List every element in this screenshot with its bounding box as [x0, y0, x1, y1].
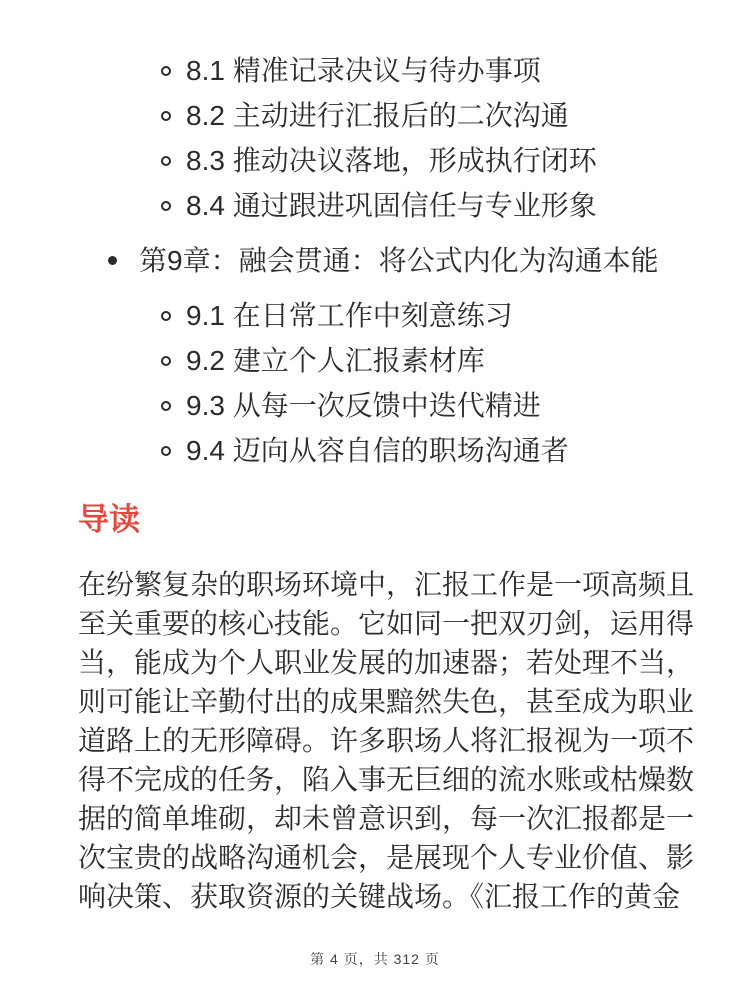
circle-bullet-icon [161, 401, 171, 411]
toc-item-label: 8.2 主动进行汇报后的二次沟通 [186, 100, 569, 131]
circle-bullet-icon [161, 66, 171, 76]
toc-item-8-2 [78, 93, 672, 138]
toc-item-9-4 [78, 428, 672, 473]
toc-item-8-3 [78, 138, 672, 183]
paragraph-line: 道路上的无形障碍。许多职场人将汇报视为一项不 [78, 725, 695, 756]
toc-item-label: 8.3 推动决议落地，形成执行闭环 [186, 145, 597, 176]
circle-bullet-icon [161, 111, 171, 121]
paragraph-line: 则可能让辛勤付出的成果黯然失色，甚至成为职业 [78, 686, 695, 717]
toc-item-9-1 [78, 293, 672, 338]
paragraph-line: 至关重要的核心技能。它如同一把双刃剑，运用得 [78, 608, 695, 639]
circle-bullet-icon [161, 201, 171, 211]
toc-item-9-3 [78, 383, 672, 428]
toc-item-label: 9.1 在日常工作中刻意练习 [186, 300, 513, 331]
paragraph-line: 次宝贵的战略沟通机会，是展现个人专业价值、影 [78, 842, 695, 873]
toc-item-label: 9.3 从每一次反馈中迭代精进 [186, 390, 541, 421]
toc-item-8-1 [78, 48, 672, 93]
page-number: 第 4 页，共 312 页 [310, 951, 440, 967]
circle-bullet-icon [161, 356, 171, 366]
toc-item-8-4 [78, 183, 672, 228]
intro-paragraph [78, 565, 695, 916]
circle-bullet-icon [161, 311, 171, 321]
circle-bullet-icon [161, 446, 171, 456]
circle-bullet-icon [161, 156, 171, 166]
paragraph-line: 响决策、获取资源的关键战场。《汇报工作的黄金 [78, 881, 681, 912]
page-content [78, 0, 695, 969]
toc-item-label: 8.1 精准记录决议与待办事项 [186, 55, 541, 86]
paragraph-line: 在纷繁复杂的职场环境中，汇报工作是一项高频且 [78, 569, 695, 600]
paragraph-line: 据的简单堆砌，却未曾意识到，每一次汇报都是一 [78, 803, 695, 834]
intro-heading: 导读 [78, 502, 140, 537]
toc-sublist-chapter8 [78, 0, 672, 228]
toc-item-label: 8.4 通过跟进巩固信任与专业形象 [186, 190, 597, 221]
toc-sublist-chapter9 [78, 293, 672, 473]
toc-chapter-title: 第9章：融会贯通：将公式内化为沟通本能 [139, 245, 659, 276]
toc-item-label: 9.4 迈向从容自信的职场沟通者 [186, 435, 569, 466]
paragraph-line: 得不完成的任务，陷入事无巨细的流水账或枯燥数 [78, 764, 695, 795]
toc-item-label: 9.2 建立个人汇报素材库 [186, 345, 485, 376]
paragraph-line: 当，能成为个人职业发展的加速器；若处理不当， [78, 647, 695, 678]
toc-item-9-2 [78, 338, 672, 383]
toc-chapter-9 [78, 238, 672, 283]
disc-bullet-icon [108, 256, 117, 265]
